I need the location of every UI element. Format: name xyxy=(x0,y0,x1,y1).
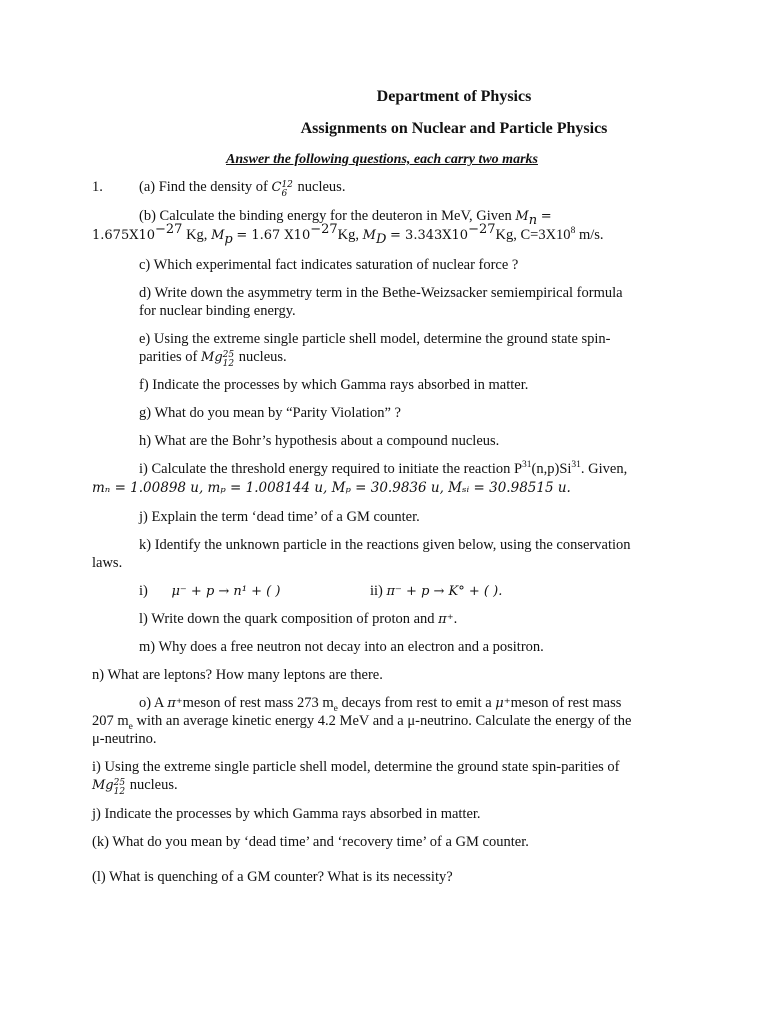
question-h: h) What are the Bohr’s hypothesis about a compound nucleus. xyxy=(139,433,500,449)
reaction-ii: ii) π⁻ + p → K° + ( ). xyxy=(370,583,503,599)
reaction-i: i) μ⁻ + p → n¹ + ( ) xyxy=(139,583,281,599)
question-i-line1: i) Calculate the threshold energy required to initiate the reaction $P^{31}(n,p)Si^{31}$. Given, xyxy=(139,460,628,477)
question-f: f) Indicate the processes by which Gamma rays absorbed in matter. xyxy=(139,377,529,393)
question-o-line3: μ-neutrino. xyxy=(92,731,157,747)
question-g: g) What do you mean by “Parity Violation” ? xyxy=(139,405,401,421)
question-number: 1. xyxy=(92,179,103,195)
question-e-line2: parities of Mg 25 12 nucleus. xyxy=(139,349,287,369)
department-heading: Department of Physics xyxy=(376,88,532,105)
question-m: m) Why does a free neutron not decay into an electron and a positron. xyxy=(139,639,544,655)
question-l: l) Write down the quark composition of proton and π⁺. xyxy=(139,611,458,627)
question-d-line1: d) Write down the asymmetry term in the Bethe-Weizsacker semiempirical formula xyxy=(139,285,623,301)
question-e-line1: e) Using the extreme single particle shell model, determine the ground state spin- xyxy=(139,331,611,347)
question-a: (a) Find the density of C 12 6 nucleus. xyxy=(139,179,346,199)
question-k2: (k) What do you mean by ‘dead time’ and ‘recovery time’ of a GM counter. xyxy=(92,834,529,850)
question-k-line1: k) Identify the unknown particle in the reactions given below, using the conservation xyxy=(139,537,631,553)
question-b-line2: $1.675X10^{-27}$ Kg, $M_p = 1.67$ $X10^{-27}Kg$, $M_D = 3.343X10^{-27}Kg$, $C=3X10^8$ m/s. xyxy=(92,222,604,247)
question-i-line2: mₙ = 1.00898 u, mₚ = 1.008144 u, Mₚ = 30.9836 u, Mₛᵢ = 30.98515 u. xyxy=(92,480,571,496)
question-c: c) Which experimental fact indicates saturation of nuclear force ? xyxy=(139,257,519,273)
instruction-text: Answer the following questions, each carry two marks xyxy=(226,152,538,167)
question-j: j) Explain the term ‘dead time’ of a GM counter. xyxy=(139,509,420,525)
question-n: n) What are leptons? How many leptons are there. xyxy=(92,667,383,683)
question-b-line1: (b) Calculate the binding energy for the deuteron in MeV, Given $M_n$ = xyxy=(139,208,552,228)
question-d-line2: for nuclear binding energy. xyxy=(139,303,296,319)
question-i2-line1: i) Using the extreme single particle shell model, determine the ground state spin-parities of xyxy=(92,759,620,775)
question-j2: j) Indicate the processes by which Gamma rays absorbed in matter. xyxy=(92,806,481,822)
question-o-line1: o) A π⁺meson of rest mass 273 $m_e$ decays from rest to emit a μ⁺meson of rest mass xyxy=(139,695,622,714)
question-i2-line2: Mg 25 12 nucleus. xyxy=(92,777,178,797)
question-l2: (l) What is quenching of a GM counter? What is its necessity? xyxy=(92,869,453,885)
assignment-title: Assignments on Nuclear and Particle Physics xyxy=(300,120,608,137)
question-o-line2: 207 $m_e$ with an average kinetic energy 4.2 MeV and a μ-neutrino. Calculate the energy of the xyxy=(92,713,632,732)
question-k-line2: laws. xyxy=(92,555,123,571)
